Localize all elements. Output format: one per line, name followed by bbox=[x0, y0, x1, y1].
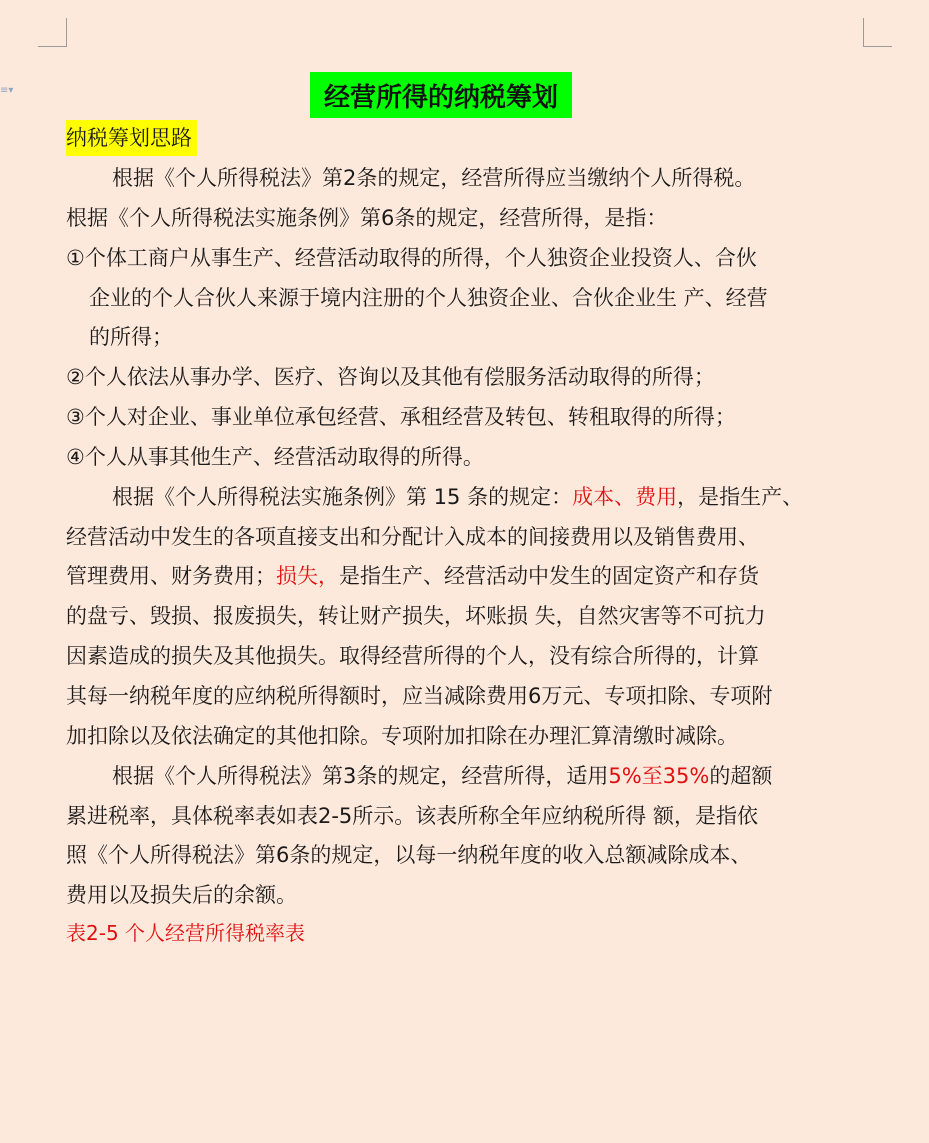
page-title: 经营所得的纳税筹划 bbox=[323, 82, 558, 113]
paragraph2-line1-text-a: 根据《个人所得税法实施条例》第 15 条的规定： bbox=[112, 485, 573, 509]
item4: ④个人从事其他生产、经营活动取得的所得。 bbox=[66, 445, 484, 469]
item3: ③个人对企业、事业单位承包经营、承租经营及转包、转租取得的所得； bbox=[66, 405, 736, 429]
paragraph2-line3-text-b: 是指生产、经营活动中发生的固定资产和存货 bbox=[339, 564, 759, 588]
paragraph2-line2: 经营活动中发生的各项直接支出和分配计入成本的间接费用以及销售费用、 bbox=[66, 525, 759, 549]
table-caption: 表2-5 个人经营所得税率表 bbox=[66, 921, 306, 945]
paragraph2-line3 bbox=[66, 561, 759, 591]
paragraph2-line5: 因素造成的损失及其他损失。取得经营所得的个人，没有综合所得的，计算 bbox=[66, 644, 759, 668]
emphasis-tax-rate: 5%至35% bbox=[608, 764, 710, 788]
paragraph2-line4: 的盘亏、毁损、报废损失，转让财产损失，坏账损 失，自然灾害等不可抗力 bbox=[66, 604, 766, 628]
item2: ②个人依法从事办学、医疗、咨询以及其他有偿服务活动取得的所得； bbox=[66, 365, 715, 389]
paragraph2-line1 bbox=[112, 482, 803, 512]
paragraph3-line1 bbox=[112, 761, 772, 791]
paragraph2-line1-text-b: ，是指生产、 bbox=[677, 485, 804, 509]
emphasis-cost-expense: 成本、费用 bbox=[572, 485, 678, 509]
paragraph2-line6: 其每一纳税年度的应纳税所得额时，应当减除费用6万元、专项扣除、专项附 bbox=[66, 684, 773, 708]
paragraph3-line3: 照《个人所得税法》第6条的规定，以每一纳税年度的收入总额减除成本、 bbox=[66, 843, 752, 867]
item1-line1: ①个体工商户从事生产、经营活动取得的所得，个人独资企业投资人、合伙 bbox=[66, 246, 757, 270]
paragraph3-line1-text-b: 的超额 bbox=[709, 764, 773, 788]
crop-mark-top-right bbox=[863, 18, 892, 47]
paragraph1-line2: 根据《个人所得税法实施条例》第6条的规定，经营所得，是指： bbox=[66, 206, 668, 230]
item1-line2: 企业的个人合伙人来源于境内注册的个人独资企业、合伙企业生 产、经营 bbox=[89, 286, 768, 310]
paragraph3-line1-text-a: 根据《个人所得税法》第3条的规定，经营所得，适用 bbox=[112, 764, 609, 788]
paragraph2-line7: 加扣除以及依法确定的其他扣除。专项附加扣除在办理汇算清缴时减除。 bbox=[66, 724, 738, 748]
subheading: 纳税筹划思路 bbox=[66, 120, 197, 156]
paragraph1-line1: 根据《个人所得税法》第2条的规定，经营所得应当缴纳个人所得税。 bbox=[112, 166, 756, 190]
title-highlight bbox=[310, 72, 572, 118]
paragraph3-line2: 累进税率，具体税率表如表2-5所示。该表所称全年应纳税所得 额，是指依 bbox=[66, 804, 758, 828]
item1-line3: 的所得； bbox=[89, 325, 173, 349]
emphasis-loss: 损失， bbox=[276, 564, 339, 588]
crop-mark-top-left bbox=[38, 18, 67, 47]
margin-marker-icon[interactable]: ≡▾ bbox=[0, 85, 14, 96]
paragraph3-line4: 费用以及损失后的余额。 bbox=[66, 883, 297, 907]
paragraph2-line3-text-a: 管理费用、财务费用； bbox=[66, 564, 276, 588]
